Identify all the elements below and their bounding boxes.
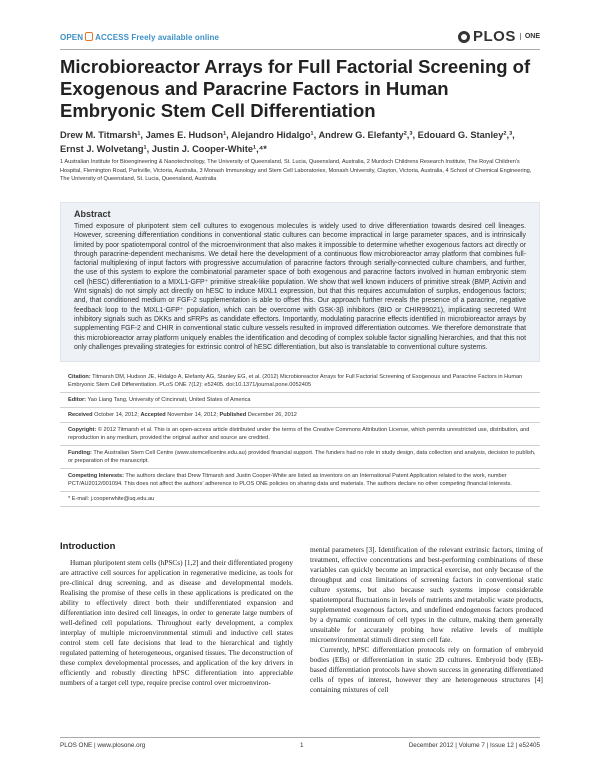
abstract-heading: Abstract bbox=[74, 209, 111, 219]
copyright-block bbox=[60, 423, 540, 446]
introduction-heading: Introduction bbox=[60, 541, 116, 552]
abstract-box bbox=[60, 202, 540, 362]
funding-label: Funding: bbox=[68, 450, 92, 456]
published-label: Published bbox=[219, 412, 247, 418]
author-list bbox=[60, 128, 540, 156]
citation-label: Citation: bbox=[68, 374, 91, 380]
email-block bbox=[60, 492, 540, 507]
editor-block bbox=[60, 393, 540, 408]
body-column-right bbox=[310, 545, 543, 695]
accepted-date: November 14, 2012; bbox=[167, 412, 218, 418]
open-access-banner bbox=[60, 32, 219, 42]
logo-sub: ONE bbox=[520, 33, 540, 40]
open-lock-icon bbox=[85, 32, 93, 41]
article-title: Microbioreactor Arrays for Full Factorial Screening of Exogenous and Paracrine Factors in Human Embryonic Stem Cell Differentiation bbox=[60, 56, 531, 121]
published-date: December 26, 2012 bbox=[247, 412, 297, 418]
copyright-text: © 2012 Titmarsh et al. This is an open-access article distributed under the terms of the Creative Commons Attribution License, which permits unrestricted use, distribution, and reproduction in any medium, provided the original author and source are credited. bbox=[68, 427, 530, 441]
body-paragraph: Currently, hPSC differentiation protocols rely on formation of embryoid bodies (EBs) or differentiation in static 2D cultures. Embryoid body (EB)-based differentiation protocols have shown success in generating differentiated cells of types of interest, however they are heterogeneous structures [4] containing mixtures of cell bbox=[310, 645, 543, 694]
competing-text: The authors declare that Drew Titmarsh and Justin Cooper-White are listed as inventors on an International Patent Application related to the work, number PCT/AU2012/001094. This does not affect the authors' adherence to PLOS ONE policies on sharing data and materials. The authors declare no other competing financial interests. bbox=[68, 473, 512, 487]
funding-block bbox=[60, 446, 540, 469]
authors-line-1: Drew M. Titmarsh¹, James E. Hudson¹, Alejandro Hidalgo¹, Andrew G. Elefanty²,³, Edouard G. Stanley²,³, bbox=[60, 130, 515, 140]
open-access-label: OPEN bbox=[60, 33, 84, 42]
editor-text: Yao Liang Tang, University of Cincinnati, United States of America bbox=[87, 397, 251, 403]
open-access-text: ACCESS Freely available online bbox=[95, 33, 220, 42]
logo-text: PLOS bbox=[472, 28, 516, 45]
body-column-left bbox=[60, 532, 293, 688]
competing-label: Competing Interests: bbox=[68, 473, 124, 479]
corresponding-email[interactable]: * E-mail: j.cooperwhite@uq.edu.au bbox=[68, 496, 155, 502]
copyright-label: Copyright: bbox=[68, 427, 97, 433]
affiliations: 1 Australian Institute for Bioengineering & Nanotechnology, The University of Queensland, St. Lucia, Queensland, Australia, 2 Murdoch Childrens Research Institute, The Royal Children's Hospital, Flemington Road, Parkville, Victoria, Australia, 3 Monash Immunology and Stem Cell Laboratories, Monash University, Clayton, Victoria, Australia, 4 School of Chemical Engineering, The University of Queensland, St. Lucia, Queensland, Australia bbox=[60, 159, 532, 182]
body-paragraph: mental parameters [3]. Identification of the relevant extrinsic factors, timing of treatment, effective concentrations and best-performing combinations of these variables can quickly become an impractical exercise, not only because of the throughput and cost limitations of screening factors in conventional static culture systems, but also because such systems impose considerable spatiotemporal fluctuations in levels of nutrients and metabolic waste products, supplemented exogenous factors, and undefined endogenous factors produced by a dynamic continuum of cell types in the culture, making them generally unsuitable for accurately probing how relative levels of multiple microenvironmental stimuli direct stem cell fate. bbox=[310, 545, 543, 644]
citation-text: Titmarsh DM, Hudson JE, Hidalgo A, Elefanty AG, Stanley EG, et al. (2012) Microbioreactor Arrays for Full Factorial Screening of Exogenous and Paracrine Factors in Human Embryonic Stem Cell Differentiation. PLoS ONE 7(12): e52405. doi:10.1371/journal.pone.0052405 bbox=[68, 374, 523, 388]
received-label: Received bbox=[68, 412, 93, 418]
header-divider bbox=[60, 49, 540, 50]
footer-divider bbox=[60, 737, 540, 738]
accepted-label: Accepted bbox=[140, 412, 166, 418]
editor-label: Editor: bbox=[68, 397, 87, 403]
plos-logo-icon bbox=[458, 31, 470, 43]
footer-page-number: 1 bbox=[300, 742, 304, 749]
citation-block bbox=[60, 370, 540, 393]
body-paragraph: Human pluripotent stem cells (hPSCs) [1,2] and their differentiated progeny are attractive cell sources for application in regenerative medicine, as tools for pre-clinical drug screening, and as disease and developmental models. Realising the promise of these cells in these applications is predicated on the ability to effectively direct both their undifferentiated expansion and differentiation into desired cell lineages, in order to generate large numbers of well-defined cell populations. Throughout early development, a complex interplay of multiple microenvironmental stimuli and inductive cell states control stem cell fate decisions that lead to the hierarchical and tightly regulated patterning of heterogeneous, organised tissues. The deconstruction of these complex developmental processes, and application of the key drivers in efficiently and robustly directing hPSC differentiation into appreciable numbers of a target cell type, require precise control over microenviron- bbox=[60, 558, 293, 687]
footer-issue: December 2012 | Volume 7 | Issue 12 | e52405 bbox=[408, 742, 540, 749]
dates-block bbox=[60, 408, 540, 423]
abstract-text: Timed exposure of pluripotent stem cell cultures to exogenous molecules is widely used to drive differentiation towards desired cell lineages. However, screening differentiation conditions in conventional static cultures can become impractical in large parameter spaces, and is intrinsically limited by poor spatiotemporal control of the microenvironment that also makes it impossible to determine whether exogenous factors act directly or through paracrine-dependent mechanisms. We detail here the development of a continuous flow microbioreactor array platform that combines full-factorial multiplexing of input factors with progressive accumulation of paracrine factors through serially-connected culture chambers, and further, the use of this system to explore the combinatorial parameter space of both exogenous and paracrine factors involved in human embryonic stem cell (hESC) differentiation to a MIXL1-GFP⁺ primitive streak-like population. We show that well known inducers of primitive streak (BMP, Activin and Wnt signals) do not simply act directly on hESC to induce MIXL1 expression, but that this requires accumulation of surplus, endogenous factors; and, that conditioned medium or FGF-2 supplementation is able to offset this. Our approach further reveals the presence of a paracrine, negative feedback loop to the MIXL1-GFP⁺ population, which can be overcome with GSK-3β inhibitors (BIO or CHIR99021), implicating secreted Wnt inhibitory signals such as DKKs and sFRPs as candidate effectors. Importantly, modulating paracrine effects identified in microbioreactor arrays by supplementing FGF-2 and CHIR in conventional static culture vessels resulted in improved differentiation outcomes. We therefore demonstrate that this microbioreactor array platform uniquely enables the identification and decoding of complex soluble factor signalling hierarchies, and that this not only challenges prevailing strategies for extrinsic control of hESC differentiation, but also is translatable to conventional culture systems. bbox=[74, 223, 526, 351]
journal-header bbox=[60, 28, 540, 48]
received-date: October 14, 2012; bbox=[94, 412, 139, 418]
page-footer bbox=[60, 737, 540, 749]
plos-one-logo bbox=[458, 28, 540, 45]
footer-journal: PLOS ONE | www.plosone.org bbox=[60, 742, 146, 749]
authors-line-2: Ernst J. Wolvetang¹, Justin J. Cooper-White¹,⁴* bbox=[60, 144, 267, 154]
competing-interests-block bbox=[60, 469, 540, 492]
funding-text: The Australian Stem Cell Centre (www.stemcellcentre.edu.au) provided financial support. The funders had no role in study design, data collection and analysis, decision to publish, or preparation of the manuscript. bbox=[68, 450, 536, 464]
article-metadata bbox=[60, 370, 540, 507]
